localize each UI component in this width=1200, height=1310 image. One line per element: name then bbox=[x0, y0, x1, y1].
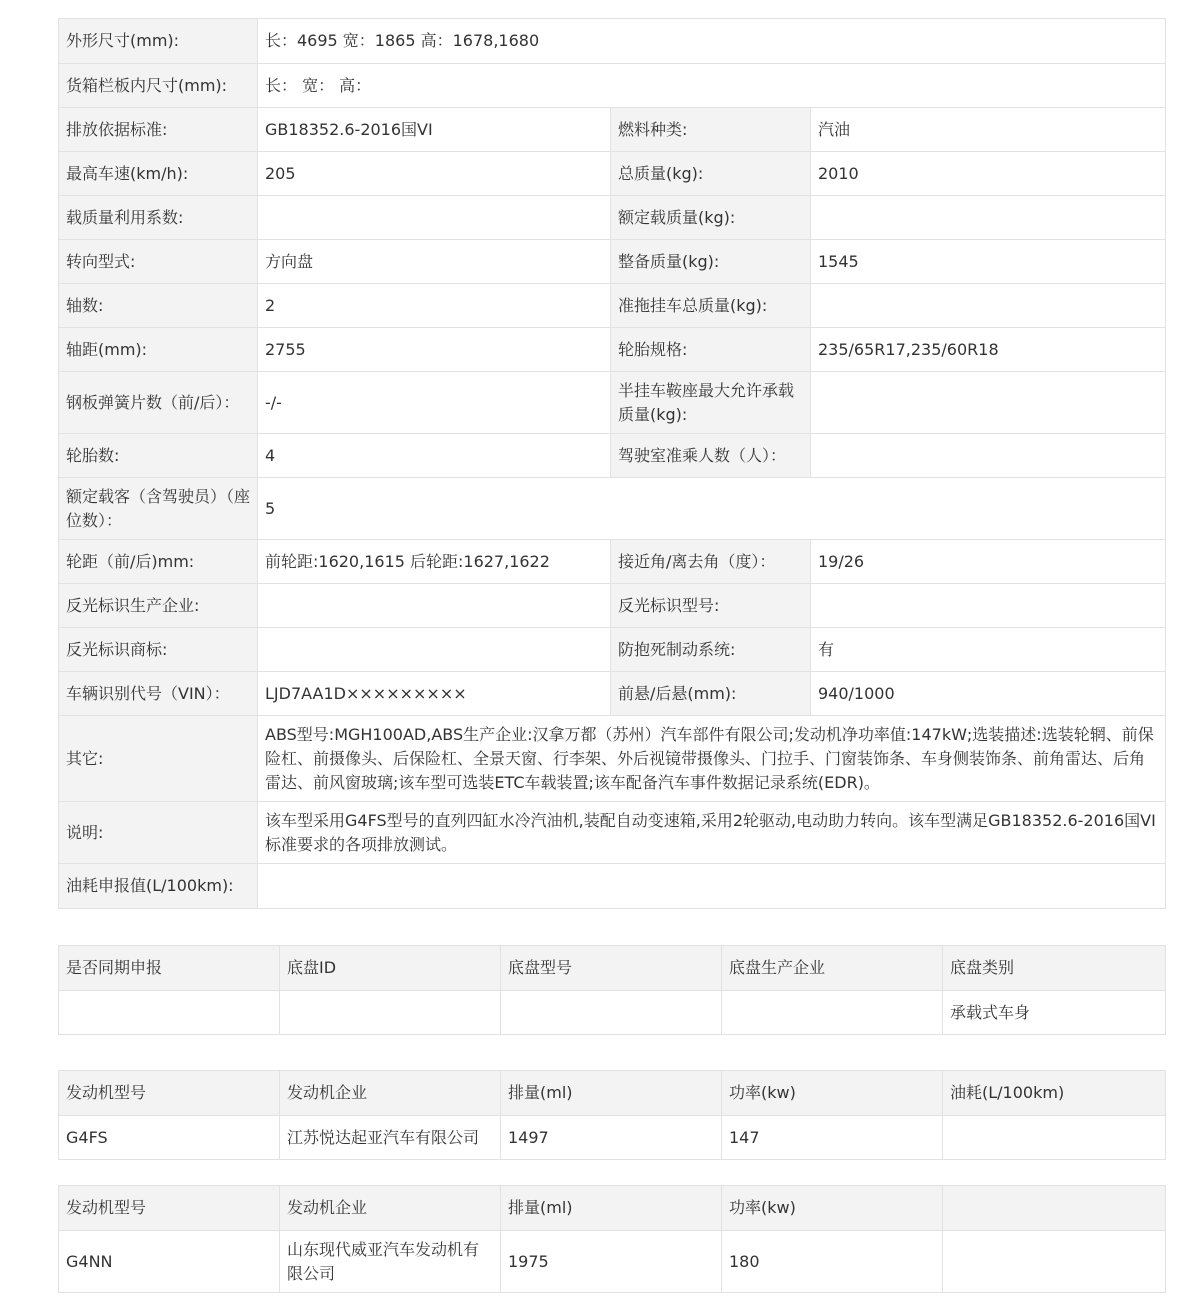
abs-label: 防抱死制动系统: bbox=[611, 628, 811, 672]
engine-cell: 180 bbox=[722, 1231, 943, 1293]
engine-cell: 山东现代威亚汽车发动机有限公司 bbox=[280, 1231, 501, 1293]
speed-label: 最高车速(km/h): bbox=[59, 152, 258, 196]
vehicle-spec-table bbox=[58, 18, 1166, 909]
abs-value: 有 bbox=[811, 628, 1166, 672]
engine-header-cell: 油耗(L/100km) bbox=[943, 1071, 1166, 1116]
spec-row bbox=[59, 19, 1166, 64]
engine-cell bbox=[943, 1116, 1166, 1160]
table-row bbox=[59, 1116, 1166, 1160]
engine-cell: 1497 bbox=[501, 1116, 722, 1160]
cargo-label: 货箱栏板内尺寸(mm): bbox=[59, 64, 258, 108]
steering-value: 方向盘 bbox=[258, 240, 611, 284]
rated-load-label: 额定载质量(kg): bbox=[611, 196, 811, 240]
spring-label: 钢板弹簧片数（前/后）： bbox=[59, 372, 258, 434]
other-label: 其它: bbox=[59, 716, 258, 802]
vin-value: LJD7AA1D××××××××× bbox=[258, 672, 611, 716]
spring-value: -/- bbox=[258, 372, 611, 434]
spec-row bbox=[59, 864, 1166, 909]
engine-header-cell: 排量(ml) bbox=[501, 1071, 722, 1116]
spec-row bbox=[59, 108, 1166, 152]
spec-row bbox=[59, 434, 1166, 478]
seats-label: 额定载客（含驾驶员）（座位数）： bbox=[59, 478, 258, 540]
spec-row bbox=[59, 240, 1166, 284]
engine-table-2 bbox=[58, 1185, 1166, 1293]
chassis-header-cell: 底盘类别 bbox=[943, 946, 1166, 991]
spec-row bbox=[59, 628, 1166, 672]
engine-cell: 1975 bbox=[501, 1231, 722, 1293]
seats-value: 5 bbox=[258, 478, 1166, 540]
wheelbase-label: 轴距(mm): bbox=[59, 328, 258, 372]
vin-label: 车辆识别代号（VIN）： bbox=[59, 672, 258, 716]
engine-header-cell: 排量(ml) bbox=[501, 1186, 722, 1231]
dims-label: 外形尺寸(mm): bbox=[59, 19, 258, 64]
rated-load-value bbox=[811, 196, 1166, 240]
table-row bbox=[59, 991, 1166, 1035]
spec-row bbox=[59, 64, 1166, 108]
table-row bbox=[59, 1231, 1166, 1293]
chassis-cell bbox=[722, 991, 943, 1035]
chassis-cell bbox=[280, 991, 501, 1035]
chassis-header-row bbox=[59, 946, 1166, 991]
spec-row bbox=[59, 328, 1166, 372]
spec-row bbox=[59, 372, 1166, 434]
saddle-label: 半挂车鞍座最大允许承载质量(kg): bbox=[611, 372, 811, 434]
steering-label: 转向型式: bbox=[59, 240, 258, 284]
spec-row bbox=[59, 196, 1166, 240]
cab-value bbox=[811, 434, 1166, 478]
curb-value: 1545 bbox=[811, 240, 1166, 284]
overhang-label: 前悬/后悬(mm): bbox=[611, 672, 811, 716]
note-value: 该车型采用G4FS型号的直列四缸水冷汽油机,装配自动变速箱,采用2轮驱动,电动助力转向。该车型满足GB18352.6-2016国VI标准要求的各项排放测试。 bbox=[258, 802, 1166, 864]
spec-row bbox=[59, 540, 1166, 584]
wheelbase-value: 2755 bbox=[258, 328, 611, 372]
reflector-model-value bbox=[811, 584, 1166, 628]
reflector-brand-label: 反光标识商标: bbox=[59, 628, 258, 672]
overhang-value: 940/1000 bbox=[811, 672, 1166, 716]
chassis-header-cell: 底盘生产企业 bbox=[722, 946, 943, 991]
axles-label: 轴数: bbox=[59, 284, 258, 328]
track-value: 前轮距:1620,1615 后轮距:1627,1622 bbox=[258, 540, 611, 584]
spec-row bbox=[59, 672, 1166, 716]
engine-cell: 147 bbox=[722, 1116, 943, 1160]
tires-value: 4 bbox=[258, 434, 611, 478]
trailer-label: 准拖挂车总质量(kg): bbox=[611, 284, 811, 328]
total-mass-label: 总质量(kg): bbox=[611, 152, 811, 196]
cargo-value: 长： 宽： 高： bbox=[258, 64, 1166, 108]
other-value: ABS型号:MGH100AD,ABS生产企业:汉拿万都（苏州）汽车部件有限公司;发动机净功率值:147kW;选装描述:选装轮辋、前保险杠、前摄像头、后保险杠、全景天窗、行李架、外后视镜带摄像头、门拉手、门窗装饰条、车身侧装饰条、前角雷达、后角雷达、前风窗玻璃;该车型可选装ETC车载装置;该车配备汽车事件数据记录系统(EDR)。 bbox=[258, 716, 1166, 802]
emission-label: 排放依据标准: bbox=[59, 108, 258, 152]
engine-header-cell bbox=[943, 1186, 1166, 1231]
curb-label: 整备质量(kg): bbox=[611, 240, 811, 284]
engine-header-cell: 发动机型号 bbox=[59, 1071, 280, 1116]
saddle-value bbox=[811, 372, 1166, 434]
tires-label: 轮胎数: bbox=[59, 434, 258, 478]
axles-value: 2 bbox=[258, 284, 611, 328]
tire-spec-label: 轮胎规格: bbox=[611, 328, 811, 372]
total-mass-value: 2010 bbox=[811, 152, 1166, 196]
chassis-cell: 承载式车身 bbox=[943, 991, 1166, 1035]
chassis-cell bbox=[59, 991, 280, 1035]
fuel-use-label: 油耗申报值(L/100km): bbox=[59, 864, 258, 909]
spec-row bbox=[59, 802, 1166, 864]
spec-row bbox=[59, 152, 1166, 196]
note-label: 说明: bbox=[59, 802, 258, 864]
track-label: 轮距（前/后)mm: bbox=[59, 540, 258, 584]
reflector-brand-value bbox=[258, 628, 611, 672]
load-util-value bbox=[258, 196, 611, 240]
engine-header-cell: 发动机型号 bbox=[59, 1186, 280, 1231]
engine-header-row bbox=[59, 1186, 1166, 1231]
reflector-model-label: 反光标识型号: bbox=[611, 584, 811, 628]
engine-header-cell: 发动机企业 bbox=[280, 1071, 501, 1116]
fuel-value: 汽油 bbox=[811, 108, 1166, 152]
load-util-label: 载质量利用系数: bbox=[59, 196, 258, 240]
engine-cell: 江苏悦达起亚汽车有限公司 bbox=[280, 1116, 501, 1160]
spec-row bbox=[59, 584, 1166, 628]
spec-row bbox=[59, 478, 1166, 540]
spec-row bbox=[59, 284, 1166, 328]
speed-value: 205 bbox=[258, 152, 611, 196]
trailer-value bbox=[811, 284, 1166, 328]
chassis-header-cell: 底盘ID bbox=[280, 946, 501, 991]
chassis-cell bbox=[501, 991, 722, 1035]
engine-header-row bbox=[59, 1071, 1166, 1116]
chassis-header-cell: 是否同期申报 bbox=[59, 946, 280, 991]
cab-label: 驾驶室准乘人数（人）： bbox=[611, 434, 811, 478]
angle-value: 19/26 bbox=[811, 540, 1166, 584]
fuel-use-value bbox=[258, 864, 1166, 909]
engine-header-cell: 发动机企业 bbox=[280, 1186, 501, 1231]
engine-cell: G4NN bbox=[59, 1231, 280, 1293]
engine-cell bbox=[943, 1231, 1166, 1293]
engine-header-cell: 功率(kw) bbox=[722, 1186, 943, 1231]
reflector-maker-value bbox=[258, 584, 611, 628]
dims-value: 长：4695 宽：1865 高：1678,1680 bbox=[258, 19, 1166, 64]
reflector-maker-label: 反光标识生产企业: bbox=[59, 584, 258, 628]
spec-row bbox=[59, 716, 1166, 802]
emission-value: GB18352.6-2016国VI bbox=[258, 108, 611, 152]
angle-label: 接近角/离去角（度）： bbox=[611, 540, 811, 584]
chassis-table bbox=[58, 945, 1166, 1035]
engine-cell: G4FS bbox=[59, 1116, 280, 1160]
chassis-header-cell: 底盘型号 bbox=[501, 946, 722, 991]
engine-header-cell: 功率(kw) bbox=[722, 1071, 943, 1116]
engine-table-1 bbox=[58, 1070, 1166, 1160]
tire-spec-value: 235/65R17,235/60R18 bbox=[811, 328, 1166, 372]
fuel-label: 燃料种类: bbox=[611, 108, 811, 152]
